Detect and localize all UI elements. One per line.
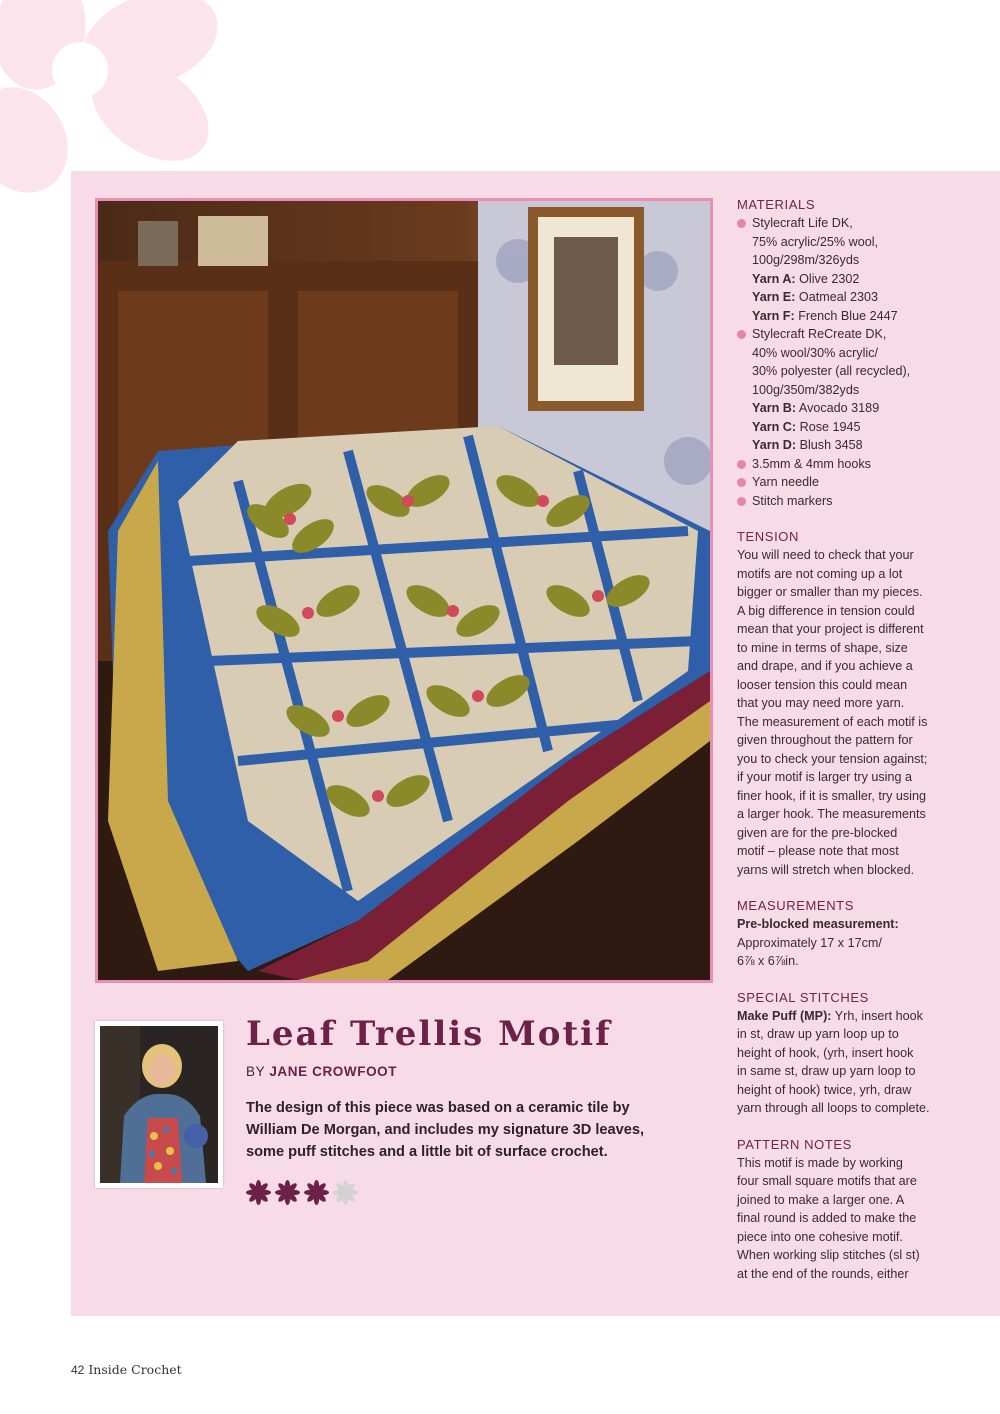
yarn-label: Yarn F: xyxy=(752,308,795,323)
tension-line: The measurement of each motif is xyxy=(737,714,928,729)
author-portrait xyxy=(95,1021,223,1188)
pattern-notes-line: piece into one cohesive motif. xyxy=(737,1229,903,1244)
special-stitches-section xyxy=(737,989,937,1118)
tension-line: motif – please note that most xyxy=(737,844,899,858)
byline-prefix: BY xyxy=(246,1064,270,1079)
bullet-icon xyxy=(737,478,746,487)
yarn-value: Blush 3458 xyxy=(796,438,863,452)
difficulty-rating xyxy=(246,1180,358,1206)
tension-line: that you may need more yarn. xyxy=(737,696,905,710)
details-column xyxy=(737,196,937,1301)
materials-line: 100g/298m/326yds xyxy=(752,253,860,267)
pattern-notes-line: joined to make a larger one. A xyxy=(737,1192,905,1207)
page-footer xyxy=(71,1362,182,1377)
materials-item xyxy=(737,473,937,492)
pattern-notes-line: four small square motifs that are xyxy=(737,1174,917,1188)
special-stitch-label: Make Puff (MP): xyxy=(737,1008,832,1023)
yarn-entry xyxy=(752,288,937,307)
pattern-notes-text xyxy=(737,1154,937,1284)
pattern-notes-heading: PATTERN NOTES xyxy=(737,1136,852,1152)
tension-text xyxy=(737,546,937,879)
special-stitch-line: height of hook, (yrh, insert hook xyxy=(737,1045,914,1060)
bullet-icon xyxy=(737,219,746,228)
tension-line: A big difference in tension could xyxy=(737,603,915,618)
materials-line: Stylecraft ReCreate DK, xyxy=(752,327,887,341)
measurements-label: Pre-blocked measurement: xyxy=(737,917,899,931)
yarn-label: Yarn E: xyxy=(752,290,796,304)
materials-item xyxy=(737,214,937,325)
tension-line: and drape, and if you achieve a xyxy=(737,659,913,673)
tension-line: You will need to check that your xyxy=(737,548,914,562)
pattern-title: Leaf Trellis Motif xyxy=(246,1014,612,1054)
special-stitches-text xyxy=(737,1007,937,1118)
yarn-entry xyxy=(752,307,937,326)
pattern-notes-line: at the end of the rounds, either xyxy=(737,1266,909,1281)
pattern-notes-line: final round is added to make the xyxy=(737,1211,917,1225)
yarn-value: French Blue 2447 xyxy=(794,308,898,323)
yarn-entry xyxy=(752,436,937,455)
bullet-icon xyxy=(737,330,746,339)
materials-section xyxy=(737,196,937,510)
tension-heading: TENSION xyxy=(737,529,799,544)
tension-section xyxy=(737,528,937,879)
materials-line: Stitch markers xyxy=(752,493,833,508)
blanket-photo xyxy=(95,198,713,983)
tension-line: mean that your project is different xyxy=(737,622,924,636)
special-stitch-line: in st, draw up yarn loop up to xyxy=(737,1027,899,1041)
special-stitch-line: in same st, draw up yarn loop to xyxy=(737,1064,916,1078)
star-filled-icon xyxy=(275,1180,300,1205)
star-filled-icon xyxy=(304,1180,329,1205)
tension-line: to mine in terms of shape, size xyxy=(737,640,908,655)
materials-line: 3.5mm & 4mm hooks xyxy=(752,456,871,471)
page-number: 42 xyxy=(71,1363,85,1377)
measurements-text xyxy=(737,915,937,971)
yarn-entry xyxy=(752,399,937,418)
measurements-heading: MEASUREMENTS xyxy=(737,898,854,913)
measurements-section xyxy=(737,897,937,971)
byline xyxy=(246,1064,397,1079)
materials-item xyxy=(737,325,937,455)
tension-line: bigger or smaller than my pieces. xyxy=(737,585,923,599)
materials-line: 30% polyester (all recycled), xyxy=(752,364,911,378)
yarn-label: Yarn B: xyxy=(752,401,797,415)
materials-item xyxy=(737,455,937,474)
yarn-value: Rose 1945 xyxy=(796,419,861,434)
materials-list xyxy=(737,214,937,510)
yarn-label: Yarn C: xyxy=(752,419,797,434)
corner-flower-decoration xyxy=(0,0,240,200)
yarn-entry xyxy=(752,418,937,437)
yarn-value: Avocado 3189 xyxy=(796,401,880,415)
magazine-name: Inside Crochet xyxy=(88,1362,182,1377)
tension-line: you to check your tension against; xyxy=(737,751,928,766)
bullet-icon xyxy=(737,497,746,506)
pattern-notes-line: This motif is made by working xyxy=(737,1155,903,1170)
special-stitch-first-line: Yrh, insert hook xyxy=(831,1008,923,1023)
intro-text: The design of this piece was based on a ceramic tile by William De Morgan, and includes my signature 3D leaves, some puff stitches and a little bit of surface crochet. xyxy=(246,1100,645,1160)
materials-line: Yarn needle xyxy=(752,475,819,489)
tension-line: looser tension this could mean xyxy=(737,677,908,692)
pattern-notes-section xyxy=(737,1136,937,1284)
pattern-notes-line: When working slip stitches (sl st) xyxy=(737,1248,920,1262)
materials-line: 40% wool/30% acrylic/ xyxy=(752,345,878,360)
yarn-label: Yarn D: xyxy=(752,438,797,452)
special-stitch-line: yarn through all loops to complete. xyxy=(737,1101,930,1115)
tension-line: given throughout the pattern for xyxy=(737,733,913,747)
materials-line: Stylecraft Life DK, xyxy=(752,216,853,230)
special-stitch-line: height of hook) twice, yrh, draw xyxy=(737,1082,912,1097)
yarn-label: Yarn A: xyxy=(752,271,796,286)
special-stitches-heading: SPECIAL STITCHES xyxy=(737,989,869,1005)
materials-line: 100g/350m/382yds xyxy=(752,382,860,397)
tension-line: if your motif is larger try using a xyxy=(737,770,912,784)
materials-line: 75% acrylic/25% wool, xyxy=(752,234,878,249)
star-filled-icon xyxy=(246,1180,271,1205)
measurements-line: Approximately 17 x 17cm/ xyxy=(737,935,882,950)
star-empty-icon xyxy=(333,1180,358,1205)
bullet-icon xyxy=(737,460,746,469)
tension-line: finer hook, if it is smaller, try using xyxy=(737,788,926,803)
tension-line: given are for the pre-blocked xyxy=(737,825,898,840)
yarn-value: Olive 2302 xyxy=(795,271,860,286)
yarn-value: Oatmeal 2303 xyxy=(795,290,879,304)
measurements-line: 6⅞ x 6⅞in. xyxy=(737,954,799,968)
materials-item xyxy=(737,492,937,511)
materials-heading: MATERIALS xyxy=(737,197,816,212)
tension-line: a larger hook. The measurements xyxy=(737,807,926,821)
author-name: JANE CROWFOOT xyxy=(269,1064,398,1079)
tension-line: yarns will stretch when blocked. xyxy=(737,862,915,877)
yarn-entry xyxy=(752,270,937,289)
tension-line: motifs are not coming up a lot xyxy=(737,566,903,581)
